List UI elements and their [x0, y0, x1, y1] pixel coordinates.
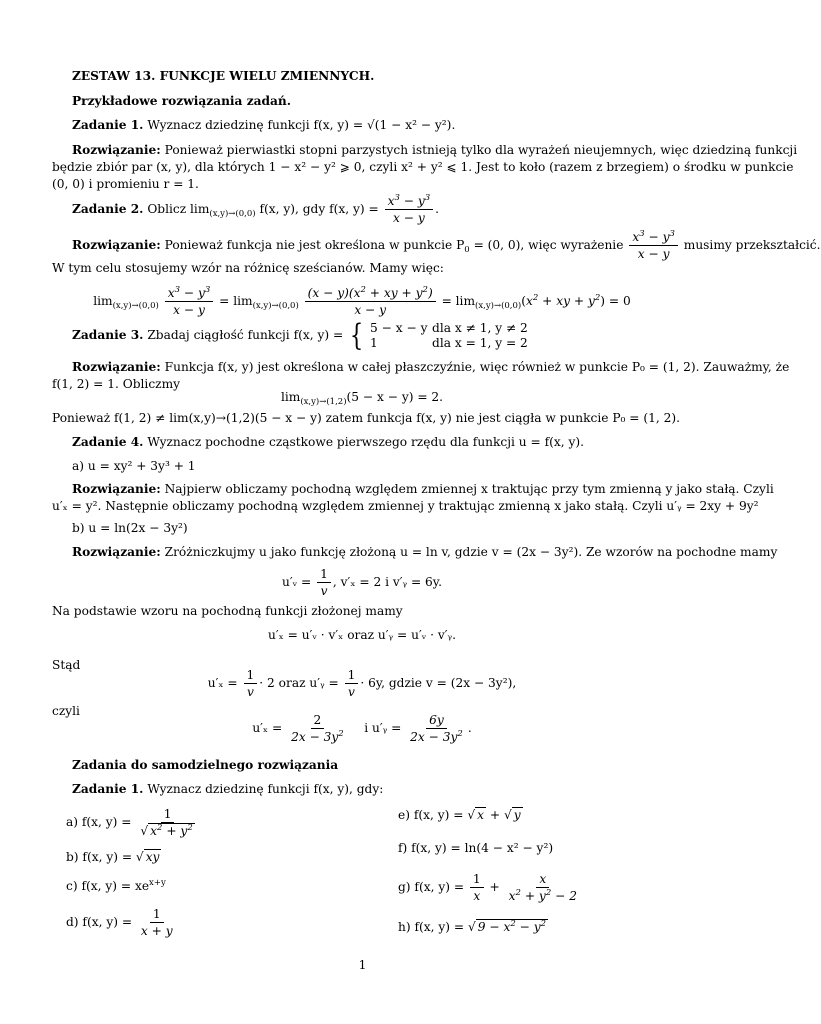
task4-czyli: czyli [52, 704, 80, 718]
task3-brace: { [349, 317, 364, 353]
task4-eq3: u′ₓ = $\frac{1}{v}$ · 2 oraz u′ᵧ = $\frac{1}{v}$ · 6y, gdzie v = (2x − 3y²), [207, 668, 517, 699]
task3-solution-l2: f(1, 2) = 1. Obliczmy [52, 377, 181, 391]
task3-limit-value: (5 − x − y) = 2. [346, 390, 444, 404]
selfwork-item-e: e) f(x, y) = √ x + √ y [398, 808, 521, 822]
task2-solution-c: musimy przekształcić. [683, 238, 821, 252]
task1-solution-l3: (0, 0) i promieniu r = 1. [52, 177, 199, 191]
task1-solution-text1: Ponieważ pierwiastki stopni parzystych istnieją tylko dla wyrażeń nieujemnych, więc dziedziną funkcji [164, 143, 798, 157]
task1-label: Zadanie 1. [72, 118, 144, 132]
task3-solution-text1: Funkcja f(x, y) jest określona w całej płaszczyźnie, więc również w punkcie P₀ = (1, 2). Zauważmy, że [164, 360, 790, 374]
task4-b-solution-label: Rozwiązanie: [72, 545, 161, 559]
task1-solution-label: Rozwiązanie: [72, 143, 161, 157]
task2: Zadanie 2. Oblicz $\lim_{(x,y)\to(0,0)} f(x$, y), gdy f(x, y) = $\frac{x^3 - y^3}{x - y}$ . [72, 193, 440, 225]
task1-solution-l1 [72, 142, 798, 159]
task4-a-solution-l2: u′ₓ = y². Następnie obliczamy pochodną względem zmiennej y traktując zmienną x jako stałą. Czyli u′ᵧ = 2xy + 9y² [52, 499, 759, 513]
selfwork-item-d: d) f(x, y) = $\frac{1}{x + y}$ [66, 907, 173, 938]
task2-derivation: $\lim_{(x,y)\to(0,0)}$ $\frac{x^3 - y^3}{x - y}$ = $\lim_{(x,y)\to(0,0)}$ $\frac{(x - y)(x^2 + xy + y^2)}{x - y}$ = $\lim_{(x,y)\to(0,0)}(x^2$ + xy + $y^2) = 0$ [93, 285, 631, 317]
task4-text: Wyznacz pochodne cząstkowe pierwszego rzędu dla funkcji u = f(x, y). [147, 435, 584, 449]
selfwork-item-f: f) f(x, y) = ln(4 − x² − y²) [398, 841, 554, 855]
task2-solution-a: Ponieważ funkcja nie jest określona w punkcie P [164, 238, 465, 252]
task4-eq4-c: . [467, 721, 472, 735]
task4-eq1-b: , v′ₓ = 2 i v′ᵧ = 6y. [332, 575, 442, 589]
task3-conclusion: Ponieważ f(1, 2) ≠ lim(x,y)→(1,2)(5 − x − y) zatem funkcja f(x, y) nie jest ciągła w punkcie P₀ = (1, 2). [52, 411, 681, 425]
selfwork-item-a-label: a) f(x, y) = [66, 815, 132, 829]
task2-text-b: f(x, y), gdy f(x, y) = [259, 202, 379, 216]
selfwork-item-c-label: c) f(x, y) = xe [66, 879, 150, 893]
task2-solution-l1: Rozwiązanie: Ponieważ funkcja nie jest określona w punkcie $P_0 = (0$, 0), więc wyrażenie $\frac{x^3 - y^3}{x - y}$ musimy przekształcić. [72, 229, 821, 261]
task4-a: a) u = xy² + 3y³ + 1 [72, 459, 196, 473]
task4-eq3-a: u′ₓ = [207, 676, 238, 690]
task4-text2: Na podstawie wzoru na pochodną funkcji złożonej mamy [52, 604, 403, 618]
selfwork-task1-label: Zadanie 1. [72, 782, 144, 796]
page-number: 1 [358, 958, 367, 972]
selfwork-item-g: g) f(x, y) = $\frac{1}{x}$ + $\frac{x}{x^2 + y^2 - 2}$ [398, 872, 577, 903]
task2-solution-l2: W tym celu stosujemy wzór na różnicę sześcianów. Mamy więc: [52, 261, 444, 275]
page-subtitle: Przykładowe rozwiązania zadań. [72, 94, 292, 108]
task4-a-solution-label: Rozwiązanie: [72, 482, 161, 496]
task1 [72, 117, 672, 134]
task2-fraction: $\frac{x^3 - y^3}{x - y}$ [385, 194, 434, 225]
selfwork-task1-text: Wyznacz dziedzinę funkcji f(x, y), gdy: [147, 782, 384, 796]
selfwork-item-b: b) f(x, y) = √ xy [66, 850, 160, 864]
task4-eq4: u′ₓ = $\frac{2}{2x - 3y^2}$ i u′ᵧ = $\frac{6y}{2x - 3y^2}$ . [252, 713, 472, 744]
task4-label: Zadanie 4. [72, 435, 144, 449]
task4-b-solution-l1 [72, 544, 778, 561]
task4-eq4-b: i u′ᵧ = [364, 721, 402, 735]
task4-eq1: u′ᵥ = $\frac{1}{v}$ , v′ₓ = 2 i v′ᵧ = 6y. [282, 567, 442, 598]
task3-text: Zbadaj ciągłość funkcji f(x, y) = [147, 328, 344, 342]
selfwork-item-h-label: h) f(x, y) = [398, 920, 465, 934]
task3-case1-cond: dla x ≠ 1, y ≠ 2 [432, 320, 528, 335]
task4-eq2: u′ₓ = u′ᵥ · v′ₓ oraz u′ᵧ = u′ᵥ · v′ᵧ. [268, 628, 456, 642]
selfwork-item-e-label: e) f(x, y) = [398, 808, 464, 822]
task4-b-solution-text1: Zróżniczkujmy u jako funkcję złożoną u = ln v, gdzie v = (2x − 3y²). Ze wzorów na pochodne mamy [164, 545, 778, 559]
task4-eq1-a: u′ᵥ = [282, 575, 312, 589]
task1-solution-l2: będzie zbiór par (x, y), dla których 1 − x² − y² ⩾ 0, czyli x² + y² ⩽ 1. Jest to koło (razem z brzegiem) o środku w punkcie [52, 160, 794, 174]
selfwork-item-a: a) f(x, y) = $\frac{1}{√ x^2 + y^2}$ [66, 807, 193, 838]
task2-label: Zadanie 2. [72, 202, 144, 216]
task4-eq4-a: u′ₓ = [252, 721, 283, 735]
task2-solution-b: = (0, 0), więc wyrażenie [473, 238, 624, 252]
task3-case2-expr: 1 [370, 335, 378, 350]
task3-case2-cond: dla x = 1, y = 2 [432, 335, 528, 350]
task1-text: Wyznacz dziedzinę funkcji f(x, y) = √(1 − x² − y²). [147, 118, 456, 132]
task3-solution-l1 [72, 359, 790, 376]
selfwork-task1 [72, 781, 672, 798]
task2-text-a: Oblicz lim [147, 202, 210, 216]
selfwork-item-c [66, 879, 166, 893]
task4 [72, 434, 672, 451]
task4-a-solution-text1: Najpierw obliczamy pochodną względem zmiennej x traktując przy tym zmienną y jako stałą. Czyli [164, 482, 774, 496]
task3-label: Zadanie 3. [72, 328, 144, 342]
selfwork-item-c-exponent: x+y [149, 878, 166, 888]
task3-limit: $\lim_{(x,y)\to(1,2)}(5 - x - y) = 2$. [280, 390, 444, 407]
task4-stad: Stąd [52, 658, 81, 672]
task2-solution-fraction: $\frac{x^3 - y^3}{x - y}$ [629, 230, 678, 261]
selfwork-item-b-label: b) f(x, y) = [66, 850, 133, 864]
task2-solution-label: Rozwiązanie: [72, 238, 161, 252]
task3-cases [370, 321, 528, 351]
task4-a-solution-l1 [72, 481, 774, 498]
selfwork-heading: Zadania do samodzielnego rozwiązania [72, 758, 339, 772]
task3-solution-label: Rozwiązanie: [72, 360, 161, 374]
selfwork-item-g-label: g) f(x, y) = [398, 880, 465, 894]
selfwork-item-d-label: d) f(x, y) = [66, 915, 133, 929]
task3 [72, 317, 672, 353]
task4-b: b) u = ln(2x − 3y²) [72, 521, 188, 535]
selfwork-item-h: h) f(x, y) = √ $9 - x^2 - y^2$ [398, 919, 547, 934]
task4-eq3-b: · 2 oraz u′ᵧ = [259, 676, 339, 690]
task4-eq3-c: · 6y, gdzie v = (2x − 3y²), [360, 676, 517, 690]
task3-case1-expr: 5 − x − y [370, 320, 428, 335]
page-title: ZESTAW 13. FUNKCJE WIELU ZMIENNYCH. [72, 69, 375, 83]
